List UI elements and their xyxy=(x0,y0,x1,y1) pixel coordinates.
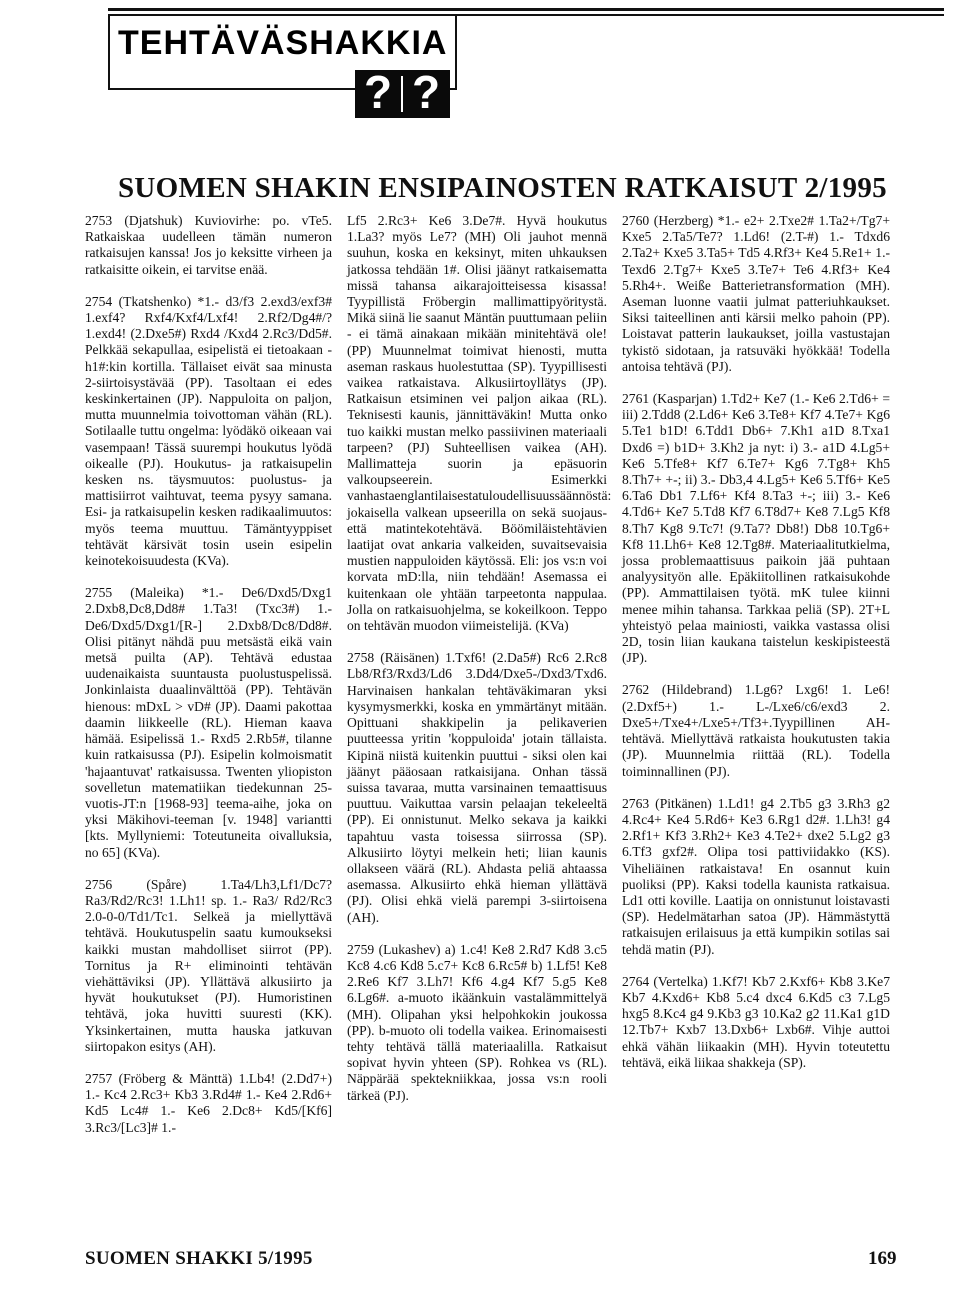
header-rule xyxy=(453,14,944,16)
text-column-3 xyxy=(622,213,890,1071)
solution-2764: 2764 (Vertelka) 1.Kf7! Kb7 2.Kxf6+ Kb8 3.Ke7 Kb7 4.Kxd6+ Kb8 5.c4 dxc4 6.Kd5 c3 7.Lg5 hxg5 8.Kc4 g4 9.Kb3 g3 10.Ka2 g2 11.Ka1 g1D 12.Tb7+ Kxb7 13.Dxb6+ Lxb6#. Vihje auttoi ehkä vähän liikaakin (MH). Hyvin toteutettu tehtävä, eikä liikaa shakkeja (SP). xyxy=(622,973,890,1070)
solution-2759: 2759 (Lukashev) a) 1.c4! Ke8 2.Rd7 Kd8 3.c5 Kc8 4.c6 Kd8 5.c7+ Kc8 6.Rc5# b) 1.Lf5! Ke8 2.Re6 Kf7 3.Lh7! Kf6 4.g4 Kf7 5.g5 Ke8 6.Lg6#. a-muoto ikäänkuin vastalämmittelyä (MH). Olipahan yksi helpohkokin joukossa (PP). b-muoto oli todella vaikea. Erinomaisesti tehty tehtävä tällä materiaalilla. Ratkaisut sopivat hyvin yhteen (SP). Rohkea vs (RL). Näppärää spektekniikkaa, jossa vs:n rooli tärkeä (PJ). xyxy=(347,941,607,1103)
solution-2761: 2761 (Kasparjan) 1.Td2+ Ke7 (1.- Ke6 2.Td6+ = iii) 2.Tdd8 (2.Ld6+ Ke6 3.Te8+ Kf7 4.Te7+ Kg6 5.Te1 b1D! 6.Tdd1 Db6+ 7.Kh1 a1D 8.Txa1 Dxd6 =) b1D+ 3.Kh2 ja nyt: i) 3.- a1D 4.Lg5+ Ke6 5.Tfe8+ Kf7 6.Te7+ Kg6 7.Tg8+ Kh5 8.Th7+ +-; ii) 3.- Db3,4 4.Lg5+ Ke6 5.Tf6+ Ke5 6.Ta6 Db1 7.Lf6+ Kf4 8.Ta3 +-; iii) 3.- Ke6 4.Td6+ Ke7 5.Td8 Kf7 6.T8d7+ Ke8 7.Lg5 Kf8 8.Th7 Kg8 9.Tc7! (9.Ta7? Db8!) Db8 10.Tg6+ Kf8 11.Lh6+ Ke8 12.Tg8#. Materiaalitutkielma, jossa problemaattisuus paikoin jää puhtaan analyysityön alle. Epäkiitollinen ratkaisukohde (PP). Ammattilaisen työtä. mK tulee kiinni menee mihin tahansa. Tarkkaa peliä (SP). 2T+L yhteistyö pelaa mainiosti, vaikka vastassa olisi 2D, tosin liian kaukana taistelun keskipisteestä (JP). xyxy=(622,391,890,666)
question-mark-right: ? xyxy=(411,66,441,118)
solution-2762: 2762 (Hildebrand) 1.Lg6? Lxg6! 1. Le6! (2.Dxf5+) 1.- L-/Lxe6/c6/exd3 2. Dxe5+/Txe4+/Lxe5+/Tf3+.Tyypillinen AH-tehtävä. Miellyttävä ratkaista houkutusten takia (JP). Muunnelmia riittää (RL). Todella toiminnallinen (PJ). xyxy=(622,682,890,779)
solution-2758: 2758 (Räisänen) 1.Txf6! (2.Da5#) Rc6 2.Rc8 Lb8/Rf3/Rxd3/Ld6 3.Dd4/Dxe5-/Dxd3/Txd6. Harvinaisen hankalan tehtäväkimaran yksi kysymysmerkki, koska en ymmärtänyt mitään. Opittuani shakkipelin ja pelikaverien puuttеessa yritin 'koppuloida' jotain tällaista. Kipinä niistä kuitenkin puuttui - siksi olen kai jäänyt pääosaan ratkaisijana. Onhan tässä suissa tavaraa, mutta varsinainen temaattisuus puuttuu. Vaikuttaa varsin pelaajan tekeleeltä (PP). Ei onnistunut. Melko sekava ja kaikki tapahtuu vasta toisessa siirrossa (SP). Alkusiirto löytyi melkein heti; liian kaunis ollakseen väärä (RL). Ahdasta peliä ahtaassa asemassa. Alkusiirto ehkä hieman yllättävä (PJ). Olisi ehkä vielä parempi 3-siirtoisena (AH). xyxy=(347,650,607,925)
solution-2756: 2756 (Spåre) 1.Ta4/Lh3,Lf1/Dc7? Ra3/Rd2/Rc3! 1.Lh1! sp. 1.- Ra3/ Rd2/Rc3 2.0-0-0/Td1/Tc1. Selkeä ja miellyttävä tehtävä. Houkutuspelin saatu kumoukseksi kaikki mustan mahdolliset siirrot (PP). Tornitus ja R+ eliminointi tehtävän viehättäviksi (JP). Yllättävä alkusiirto ja hyvät houkutukset (PJ). Humoristinen tehtävä, joka huvitti suuresti (KK). Yksinkertainen, mutta hauska jatkuvan siirtopakon esitys (AH). xyxy=(85,876,332,1054)
page-title: SUOMEN SHAKIN ENSIPAINOSTEN RATKAISUT 2/1995 xyxy=(118,172,887,204)
page-number: 169 xyxy=(868,1248,897,1269)
solution-2757-continued: Lf5 2.Rc3+ Ke6 3.De7#. Hyvä houkutus 1.La3? myös Le7? (MH) Oli jauhot mennä suuhun, koska en keksinyt, miten uhkauksen jatkossa tehdään 1#. Olisi jäänyt ratkaisematta missä tahansa aikarajoitteisessa kisassa! Tyypillistä Fröbergin mallimattipyöritystä. Mikä siinä lie saanut Mäntän puuttumaan peliin - ei tämä ainakaan mikään minitehtävä ole! (PP) Muunnelmat toimivat hienosti, mutta aseman raskaus huolestuttaa (SP). Tyypillisesti vaikea ratkaistava. Alkusiirtoyllätys (JP). Ratkaisun etsiminen vei paljon aikaa (RL). Teknisesti kaunis, jännittäväkin! Mutta onko tuo kaikki mustan melko passiivinen materiaali tarpeen? (PJ) Suhteellisen vaikea (AH). Mallimatteja suorin ja epäsuorin valkoupseerein. Esimerkki vanhastaenglantilaisestatuloudellisuussäännöstä: jokaisella valkean upseerilla on sekä suojaus- että matintekotehtävä. Böömiläistehtävien laatijat ovat ankaria valkeiden, suvaitsevaisia mustien nappuloiden käytössä. Eli: jos vs:n voi korvata mD:lla, niin tehdään! Asemassa ei kuitenkaan ole yhtään tarpeetonta nappulaa. Jolla on ratkaisuohjelma, se kokeilkoon. Teppo on tehtävän muodon viimeistelijä. (KVa) xyxy=(347,213,612,634)
badge-divider xyxy=(401,76,403,112)
question-badge xyxy=(355,66,450,118)
solution-2755: 2755 (Maleika) *1.- De6/Dxd5/Dxg1 2.Dxb8,Dc8,Dd8# 1.Ta3! (Txc3#) 1.- De6/Dxd5/Dxg1/[R-] 2.Dxb8/Dc8/Dd8#. Olisi pitänyt nähdä puu metsästä eikä vain metsä puilta (AP). Tehtävä edustaa uudenaikaista suuntausta puolustuspelissä. Jonkinlaista duaalinvälttöä (PP). Tehtävän hienous: mDxL > vD# (JP). Daami pakottaa daamin liikkeelle (RL). Hieman kaava hämää. Esipelissä 1.- Rxd5 2.Rb5#, tilanne kuin ratkaisussa (PJ). Esipelin kolmoismatit 'hajaantuvat' ratkaisussa. Twenten yliopiston sovelletun matematiikan tiedekunnan 25-vuotis-JT:n [1968-93] teema-aihe, joka on yksi Mäkihovi-teeman [v. 1948] variantti [kts. Myllyniemi: Toteutuneita oivalluksia, no 65] (KVa). xyxy=(85,585,332,860)
solution-2763: 2763 (Pitkänen) 1.Ld1! g4 2.Tb5 g3 3.Rh3 g2 4.Rc4+ Ke4 5.Rd6+ Ke3 6.Rg1 d2#. 1.Lh3! g4 2.Rf1+ Kf3 3.Rh2+ Ke3 4.Te2+ dxe2 5.Lg2 g3 6.Tf3 gxf2#. Olipa tosi pattiviidakko (KS). Viheliäinen ratkaistava! En osannut kuin puoliksi (PP). Kaksi todella kaunista ratkaisua. Ld1 otti koville. Laatija on onnistunut loistavasti (SP). Hedelmätarhan satoa (JP). Hämmästyttä ratkaisujen erilaisuus ja että kumpikin sotilas sai tehdä matin (PJ). xyxy=(622,795,890,957)
section-title: TEHTÄVÄSHAKKIA xyxy=(118,24,448,62)
solution-2760: 2760 (Herzberg) *1.- e2+ 2.Txe2# 1.Ta2+/Tg7+ Kxe5 2.Ta5/Te7? 1.Ld6! (2.T-#) 1.- Tdxd6 2.Ta2+ Kxe5 3.Ta5+ Td5 4.Rf3+ Ke4 5.Re1+ 1.- Texd6 2.Tg7+ Kxe5 3.Te7+ Te6 4.Rf3+ Ke4 5.Rh4+. Weiße Batterietransformation (MH). Aseman luonne vaatii julmat patteriuhkaukset. Siksi taiteellinen anti kärsii melko pahoin (PP). Loistavat patterin laukaukset, joilla vastustajan tykistö sidotaan, ja ratsuväki hyökkää! Todella antoisa tehtävä (PJ). xyxy=(622,213,890,374)
text-column-2 xyxy=(347,213,612,1104)
solution-2757: 2757 (Fröberg & Mänttä) 1.Lb4! (2.Dd7+) 1.- Kc4 2.Rc3+ Kb3 3.Rd4# 1.- Ke4 2.Rd6+ Kd5 Lc4# 1.- Ke6 2.Dc8+ Kd5/[Kf6] 3.Rc3/[Lc3]# 1.- xyxy=(85,1070,332,1135)
solution-2754: 2754 (Tkatshenko) *1.- d3/f3 2.exd3/exf3# 1.exf4? Rxf4/Kxf4/Lxf4! 2.Rf2/Dg4#/? 1.exd4! (2.Dxe5#) Rxd4 /Kxd4 2.Rc3/Dd5#. Pelkkää sekapullaa, esipelistä ei tietoakaan - h1#:kin kortilla. Tällaiset eivät saa minusta 2-siirtoisystävää (PP). Tasoltaan ei edes keskinkertainen (JP). Nappuloita on paljon, mutta muunnelmia toivottoman vähän (RL). Sotilaalle tuttu ongelma: lyödäkö oikeaan vai vasempaan! Tässä suurempi houkutus lyödä oikealle (PJ). Houkutus- ja ratkaisupelin kesken ns. täysmuutos: puolustus- ja mattisiirrot vaihtuvat, teema pysyy samana. Esi- ja ratkaisupelin kesken radikaalimuutos: myös teema muuttuu. Tämäntyyppiset tehtävät kärsivät tosin usein esipelin keinotekoisuudesta (KVa). xyxy=(85,293,332,569)
question-mark-left: ? xyxy=(363,66,393,118)
text-column-1 xyxy=(85,213,332,1136)
top-rule xyxy=(108,8,944,11)
footer-publication: SUOMEN SHAKKI 5/1995 xyxy=(85,1248,313,1269)
solution-2753: 2753 (Djatshuk) Kuviovirhe: po. vTe5. Ratkaiskaa uudelleen tämän numeron ratkaisujen kanssa! Jos jo keksitte virheen ja ratkaisitte oikein, ei tarvitse enää. xyxy=(85,213,332,277)
